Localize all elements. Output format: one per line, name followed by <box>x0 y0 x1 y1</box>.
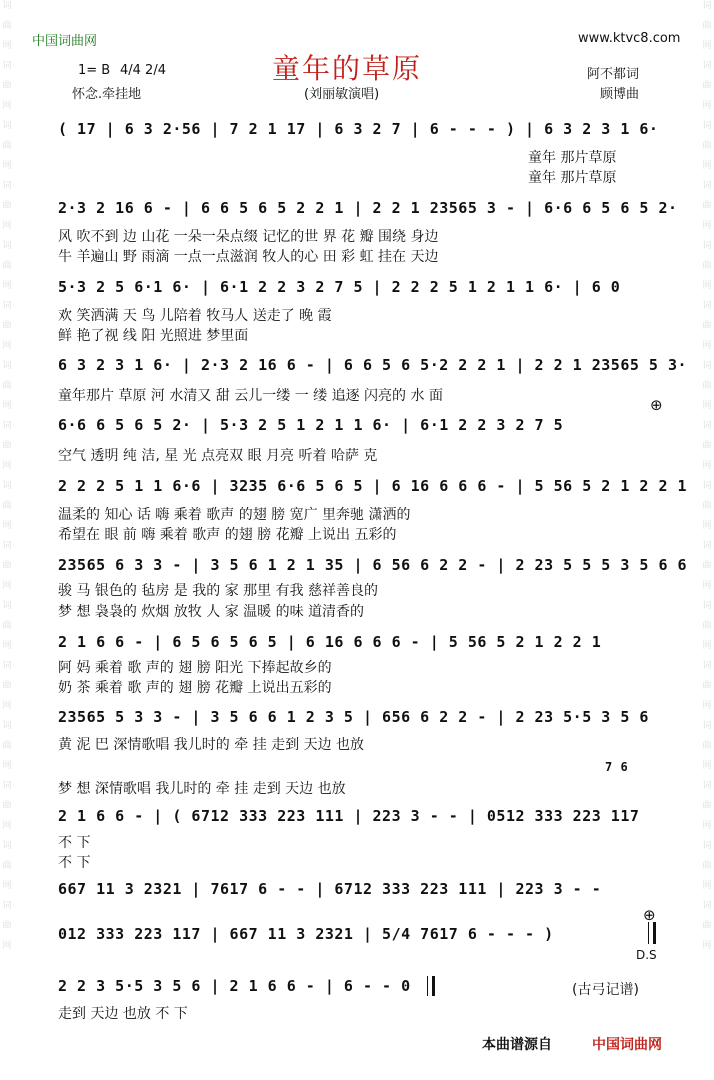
watermark-glyph: 词 <box>702 841 712 851</box>
notation-row: 2 2 2 5 1 1 6·6 | 3235 6·6 5 6 5 | 6 16 6 6 6 - | 5 56 5 2 1 2 2 1 <box>58 477 688 495</box>
watermark-glyph: 曲 <box>702 141 712 151</box>
watermark-glyph: 词 <box>2 241 12 251</box>
watermark-glyph: 曲 <box>2 921 12 931</box>
watermark-glyph: 曲 <box>702 261 712 271</box>
footer-source-label: 本曲谱源自 <box>482 1037 552 1053</box>
watermark-glyph: 词 <box>702 301 712 311</box>
watermark-glyph: 网 <box>2 761 12 771</box>
lyric-line: 黄 泥 巴 深情歌唱 我儿时的 牵 挂 走到 天边 也放 <box>58 737 365 753</box>
watermark-glyph: 网 <box>702 41 712 51</box>
watermark-glyph: 曲 <box>702 81 712 91</box>
watermark-glyph: 词 <box>2 481 12 491</box>
watermark-glyph: 曲 <box>702 441 712 451</box>
notation-row: ( 17 | 6 3 2·56 | 7 2 1 17 | 6 3 2 7 | 6 - - - ) | 6 3 2 3 1 6· <box>58 120 659 138</box>
notation-row: 2 1 6 6 - | 6 5 6 5 6 5 | 6 16 6 6 6 - | 5 56 5 2 1 2 2 1 <box>58 633 602 651</box>
watermark-glyph: 曲 <box>2 141 12 151</box>
lyric-line: 梦 想 袅袅的 炊烟 放牧 人 家 温暖 的味 道清香的 <box>58 604 365 620</box>
watermark-glyph: 曲 <box>2 681 12 691</box>
watermark-glyph: 曲 <box>2 261 12 271</box>
watermark-glyph: 曲 <box>2 81 12 91</box>
watermark-glyph: 网 <box>702 821 712 831</box>
notation-row: 7 6 <box>605 760 629 774</box>
watermark-right <box>700 0 714 1080</box>
key-signature: 1= B <box>78 63 111 78</box>
watermark-glyph: 曲 <box>702 501 712 511</box>
watermark-glyph: 曲 <box>702 681 712 691</box>
lyric-line: 梦 想 深情歌唱 我儿时的 牵 挂 走到 天边 也放 <box>58 781 346 797</box>
watermark-glyph: 网 <box>2 521 12 531</box>
watermark-glyph: 词 <box>702 721 712 731</box>
notation-row: 23565 5 3 3 - | 3 5 6 6 1 2 3 5 | 656 6 2 2 - | 2 23 5·5 3 5 6 <box>58 708 649 726</box>
watermark-glyph: 词 <box>702 61 712 71</box>
watermark-left <box>0 0 14 1080</box>
watermark-glyph: 词 <box>702 901 712 911</box>
lyric-line: 温柔的 知心 话 嗨 乘着 歌声 的翅 膀 宽广 里奔驰 潇洒的 <box>58 507 411 523</box>
watermark-glyph: 词 <box>2 601 12 611</box>
watermark-glyph: 网 <box>702 881 712 891</box>
lyric-line: 希望在 眼 前 嗨 乘着 歌声 的翅 膀 花瓣 上说出 五彩的 <box>58 527 397 543</box>
watermark-glyph: 词 <box>702 781 712 791</box>
watermark-glyph: 网 <box>702 401 712 411</box>
watermark-glyph: 网 <box>2 881 12 891</box>
watermark-glyph: 词 <box>2 121 12 131</box>
watermark-glyph: 曲 <box>702 921 712 931</box>
lyric-line: 阿 妈 乘着 歌 声的 翅 膀 阳光 下捧起故乡的 <box>58 660 332 676</box>
notation-row: 2·3 2 16 6 - | 6 6 5 6 5 2 2 1 | 2 2 1 23565 3 - | 6·6 6 5 6 5 2· <box>58 199 678 217</box>
lyric-line: 空气 透明 纯 洁, 星 光 点亮双 眼 月亮 听着 哈萨 克 <box>58 448 378 464</box>
lyric-line: 鲜 艳了视 线 阳 光照进 梦里面 <box>58 328 249 344</box>
watermark-glyph: 网 <box>2 221 12 231</box>
notation-row: 23565 6 3 3 - | 3 5 6 1 2 1 35 | 6 56 6 2 2 - | 2 23 5 5 5 3 5 6 6 <box>58 556 688 574</box>
watermark-glyph: 曲 <box>2 21 12 31</box>
watermark-glyph: 曲 <box>702 561 712 571</box>
lyric-line: 童年那片 草原 河 水清又 甜 云儿一缕 一 缕 追逐 闪亮的 水 面 <box>58 388 443 404</box>
watermark-glyph: 网 <box>2 461 12 471</box>
watermark-glyph: 网 <box>702 221 712 231</box>
watermark-glyph: 曲 <box>702 861 712 871</box>
notation-row: 2 1 6 6 - | ( 6712 333 223 111 | 223 3 - - | 0512 333 223 117 <box>58 807 640 825</box>
notation-row: 012 333 223 117 | 667 11 3 2321 | 5/4 7617 6 - - - ) <box>58 925 554 943</box>
lyric-line: 不 下 <box>58 855 91 871</box>
transcriber-credit: (古弓记谱) <box>572 982 639 998</box>
mood-marking: 怀念.牵挂地 <box>72 87 142 102</box>
watermark-glyph: 曲 <box>2 501 12 511</box>
watermark-glyph: 网 <box>702 521 712 531</box>
watermark-glyph: 词 <box>2 661 12 671</box>
notation-row: 2 2 3 5·5 3 5 6 | 2 1 6 6 - | 6 - - 0 <box>58 977 411 995</box>
watermark-glyph: 网 <box>702 161 712 171</box>
watermark-glyph: 词 <box>2 541 12 551</box>
lyric-line: 童年 那片草原 <box>528 150 617 166</box>
watermark-glyph: 词 <box>2 901 12 911</box>
watermark-glyph: 网 <box>2 161 12 171</box>
watermark-glyph: 曲 <box>702 321 712 331</box>
watermark-glyph: 曲 <box>2 321 12 331</box>
watermark-glyph: 网 <box>702 641 712 651</box>
watermark-glyph: 网 <box>702 761 712 771</box>
lyricist-credit: 阿不都词 <box>587 67 640 82</box>
watermark-glyph: 词 <box>2 421 12 431</box>
watermark-glyph: 词 <box>702 661 712 671</box>
watermark-glyph: 曲 <box>2 621 12 631</box>
watermark-glyph: 词 <box>2 781 12 791</box>
watermark-glyph: 曲 <box>702 381 712 391</box>
notation-row: 6·6 6 5 6 5 2· | 5·3 2 5 1 2 1 1 6· | 6·1 2 2 3 2 7 5 <box>58 416 564 434</box>
watermark-glyph: 词 <box>702 241 712 251</box>
watermark-glyph: 词 <box>702 181 712 191</box>
watermark-glyph: 曲 <box>2 561 12 571</box>
watermark-glyph: 曲 <box>702 21 712 31</box>
watermark-glyph: 网 <box>2 401 12 411</box>
watermark-glyph: 曲 <box>702 201 712 211</box>
watermark-glyph: 网 <box>702 581 712 591</box>
time-signature: 4/4 2/4 <box>120 63 166 78</box>
lyric-line: 牛 羊遍山 野 雨滴 一点一点滋润 牧人的心 田 彩 虹 挂在 天边 <box>58 249 439 265</box>
watermark-glyph: 网 <box>2 341 12 351</box>
watermark-glyph: 曲 <box>2 381 12 391</box>
lyric-line: 童年 那片草原 <box>528 170 617 186</box>
notation-row: 667 11 3 2321 | 7617 6 - - | 6712 333 223 111 | 223 3 - - <box>58 880 602 898</box>
website-link[interactable]: www.ktvc8.com <box>578 31 681 46</box>
coda-sign-icon: ⊕ <box>643 906 656 924</box>
watermark-glyph: 网 <box>702 341 712 351</box>
dal-segno-marking: D.S <box>636 948 657 962</box>
watermark-glyph: 网 <box>702 941 712 951</box>
final-barline <box>648 922 656 944</box>
watermark-glyph: 网 <box>702 701 712 711</box>
watermark-glyph: 网 <box>2 281 12 291</box>
watermark-glyph: 网 <box>2 581 12 591</box>
brand-logo-text: 中国词曲网 <box>32 34 98 49</box>
lyric-line: 不 下 <box>58 835 91 851</box>
watermark-glyph: 曲 <box>2 741 12 751</box>
watermark-glyph: 词 <box>702 481 712 491</box>
performer-credit: (刘丽敏演唱) <box>304 87 380 102</box>
notation-row: 6 3 2 3 1 6· | 2·3 2 16 6 - | 6 6 5 6 5·2 2 2 1 | 2 2 1 23565 5 3· <box>58 356 688 374</box>
watermark-glyph: 词 <box>2 61 12 71</box>
watermark-glyph: 词 <box>2 841 12 851</box>
watermark-glyph: 网 <box>2 701 12 711</box>
watermark-glyph: 网 <box>2 641 12 651</box>
watermark-glyph: 曲 <box>2 441 12 451</box>
watermark-glyph: 词 <box>2 181 12 191</box>
watermark-glyph: 网 <box>2 821 12 831</box>
watermark-glyph: 网 <box>702 281 712 291</box>
composer-credit: 顾博曲 <box>600 87 640 102</box>
watermark-glyph: 词 <box>2 301 12 311</box>
watermark-glyph: 网 <box>702 461 712 471</box>
lyric-line: 欢 笑洒满 天 鸟 儿陪着 牧马人 送走了 晚 霞 <box>58 308 332 324</box>
watermark-glyph: 词 <box>702 421 712 431</box>
footer-brand[interactable]: 中国词曲网 <box>592 1037 662 1053</box>
watermark-glyph: 网 <box>2 941 12 951</box>
watermark-glyph: 曲 <box>2 201 12 211</box>
watermark-glyph: 曲 <box>702 621 712 631</box>
watermark-glyph: 曲 <box>2 861 12 871</box>
watermark-glyph: 曲 <box>2 801 12 811</box>
watermark-glyph: 词 <box>2 1 12 11</box>
watermark-glyph: 词 <box>702 121 712 131</box>
watermark-glyph: 词 <box>702 541 712 551</box>
watermark-glyph: 词 <box>702 1 712 11</box>
watermark-glyph: 网 <box>702 101 712 111</box>
watermark-glyph: 词 <box>2 361 12 371</box>
watermark-glyph: 网 <box>2 41 12 51</box>
final-barline <box>427 976 435 996</box>
lyric-line: 骏 马 银色的 毡房 是 我的 家 那里 有我 慈祥善良的 <box>58 583 379 599</box>
lyric-line: 奶 茶 乘着 歌 声的 翅 膀 花瓣 上说出五彩的 <box>58 680 332 696</box>
watermark-glyph: 曲 <box>702 801 712 811</box>
notation-row: 5·3 2 5 6·1 6· | 6·1 2 2 3 2 7 5 | 2 2 2 5 1 2 1 1 6· | 6 0 <box>58 278 621 296</box>
watermark-glyph: 词 <box>702 601 712 611</box>
lyric-line: 走到 天边 也放 不 下 <box>58 1006 188 1022</box>
coda-sign-icon: ⊕ <box>650 396 663 414</box>
lyric-line: 风 吹不到 边 山花 一朵一朵点缀 记忆的世 界 花 瓣 围绕 身边 <box>58 229 439 245</box>
page-title: 童年的草原 <box>272 52 423 85</box>
watermark-glyph: 曲 <box>702 741 712 751</box>
watermark-glyph: 词 <box>2 721 12 731</box>
watermark-glyph: 词 <box>702 361 712 371</box>
watermark-glyph: 网 <box>2 101 12 111</box>
